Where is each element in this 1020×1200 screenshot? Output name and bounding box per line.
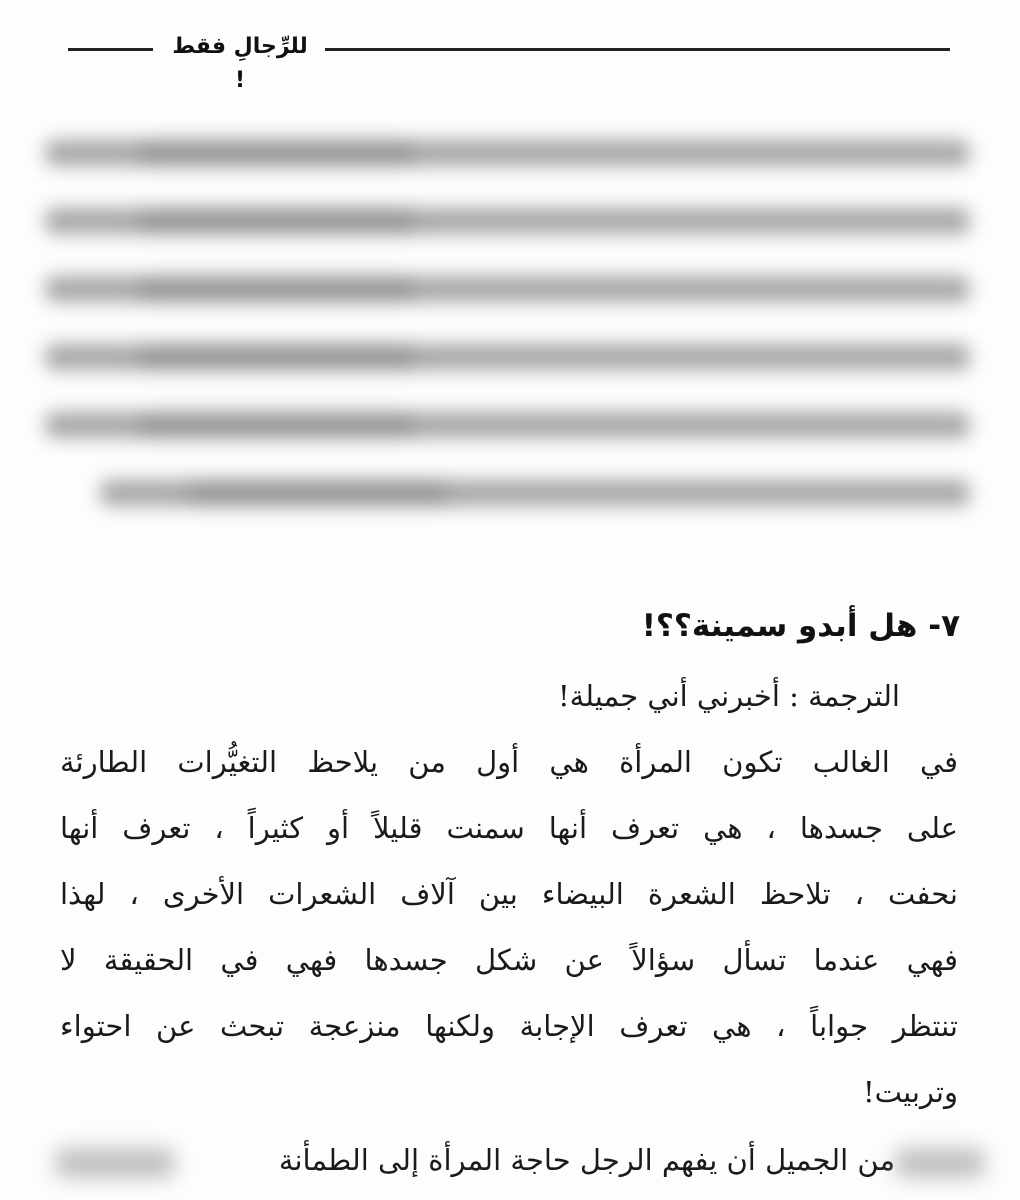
header-rule-left [68, 48, 153, 51]
blurred-paragraph [45, 118, 970, 528]
blurred-line [100, 480, 970, 506]
blurred-line [45, 208, 970, 234]
text-line: الترجمة : أخبرني أني جميلة! [557, 679, 900, 713]
blurred-line [45, 276, 970, 302]
text-line: من الجميل أن يفهم الرجل حاجة المرأة إلى الطمأنة [278, 1143, 895, 1177]
blurred-line [45, 412, 970, 438]
text-line: وتربيت! [862, 1075, 958, 1109]
header-title: للرِّجالِ فقط ! [172, 34, 308, 93]
header-rule-right [325, 48, 950, 51]
text-line: تنتظر جواباً ، هي تعرف الإجابة ولكنها منزعجة تبحث عن احتواء [60, 1009, 958, 1043]
text-line: على جسدها ، هي تعرف أنها سمنت قليلاً أو كثيراً ، تعرف أنها [60, 811, 958, 845]
blurred-line [45, 140, 970, 166]
blurred-fragment-right [895, 1148, 985, 1178]
blurred-line [45, 344, 970, 370]
blurred-fragment-left [55, 1148, 175, 1178]
running-header [60, 26, 960, 93]
text-line: فهي عندما تسأل سؤالاً عن شكل جسدها فهي في الحقيقة لا [60, 943, 958, 977]
text-line: نحفت ، تلاحظ الشعرة البيضاء بين آلاف الشعرات الأخرى ، لهذا [60, 877, 958, 911]
text-line: في الغالب تكون المرأة هي أول من يلاحظ التغيُّرات الطارئة [60, 745, 958, 779]
section-heading: ٧- هل أبدو سمينة؟؟! [641, 608, 960, 644]
